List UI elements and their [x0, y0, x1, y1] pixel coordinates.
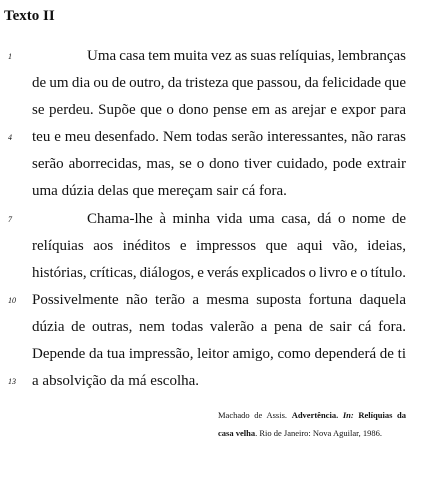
citation	[218, 406, 406, 442]
text-line	[0, 209, 436, 236]
text-line	[0, 181, 436, 208]
line-text: de um dia ou de outro, da tristeza que passou, da felicidade que	[32, 75, 406, 92]
text-line	[0, 236, 436, 263]
text-line	[0, 344, 436, 371]
line-text: Depende da tua impressão, leitor amigo, como dependerá de ti	[32, 346, 406, 363]
text-line	[0, 317, 436, 344]
text-body	[0, 46, 436, 398]
text-line	[0, 290, 436, 317]
text-line	[0, 263, 436, 290]
line-number: 13	[8, 377, 16, 387]
text-line	[0, 154, 436, 181]
text-line	[0, 73, 436, 100]
line-text: dúzia de outras, nem todas valerão a pena de sair cá fora.	[32, 318, 406, 335]
line-number: 10	[8, 295, 16, 305]
line-text: Chama-lhe à minha vida uma casa, dá o nome de	[87, 210, 406, 227]
text-line	[0, 100, 436, 127]
line-number: 7	[8, 214, 12, 224]
text-line	[0, 371, 436, 398]
line-text: se perdeu. Supõe que o dono pense em as arejar e expor para	[32, 102, 406, 119]
line-number: 4	[8, 133, 12, 143]
line-text: serão aborrecidas, mas, se o dono tiver cuidado, pode extrair	[32, 156, 406, 173]
line-text: uma dúzia delas que mereçam sair cá fora.	[32, 183, 287, 200]
citation-publication: . Rio de Janeiro: Nova Aguilar, 1986.	[255, 428, 382, 438]
line-text: teu e meu desenfado. Nem todas serão interessantes, não raras	[32, 129, 406, 146]
citation-in-label: In:	[342, 410, 354, 420]
line-text: Uma casa tem muita vez as suas relíquias, lembranças	[87, 48, 406, 64]
citation-author: Machado de Assis.	[218, 410, 288, 420]
line-text: a absolvição da má escolha.	[32, 373, 200, 390]
line-number: 1	[8, 52, 12, 61]
line-text: Possivelmente não terão a mesma suposta fortuna daquela	[32, 291, 406, 308]
line-text: histórias, críticas, diálogos, e verás explicados o livro e o título.	[32, 264, 406, 281]
citation-book-title: Relíquias da casa velha	[218, 410, 407, 438]
line-text: relíquias aos inéditos e impressos que aqui vão, ideias,	[32, 237, 406, 254]
text-heading: Texto II	[4, 8, 55, 24]
citation-work-title: Advertência.	[291, 410, 339, 420]
text-line	[0, 127, 436, 154]
text-line	[0, 46, 436, 73]
